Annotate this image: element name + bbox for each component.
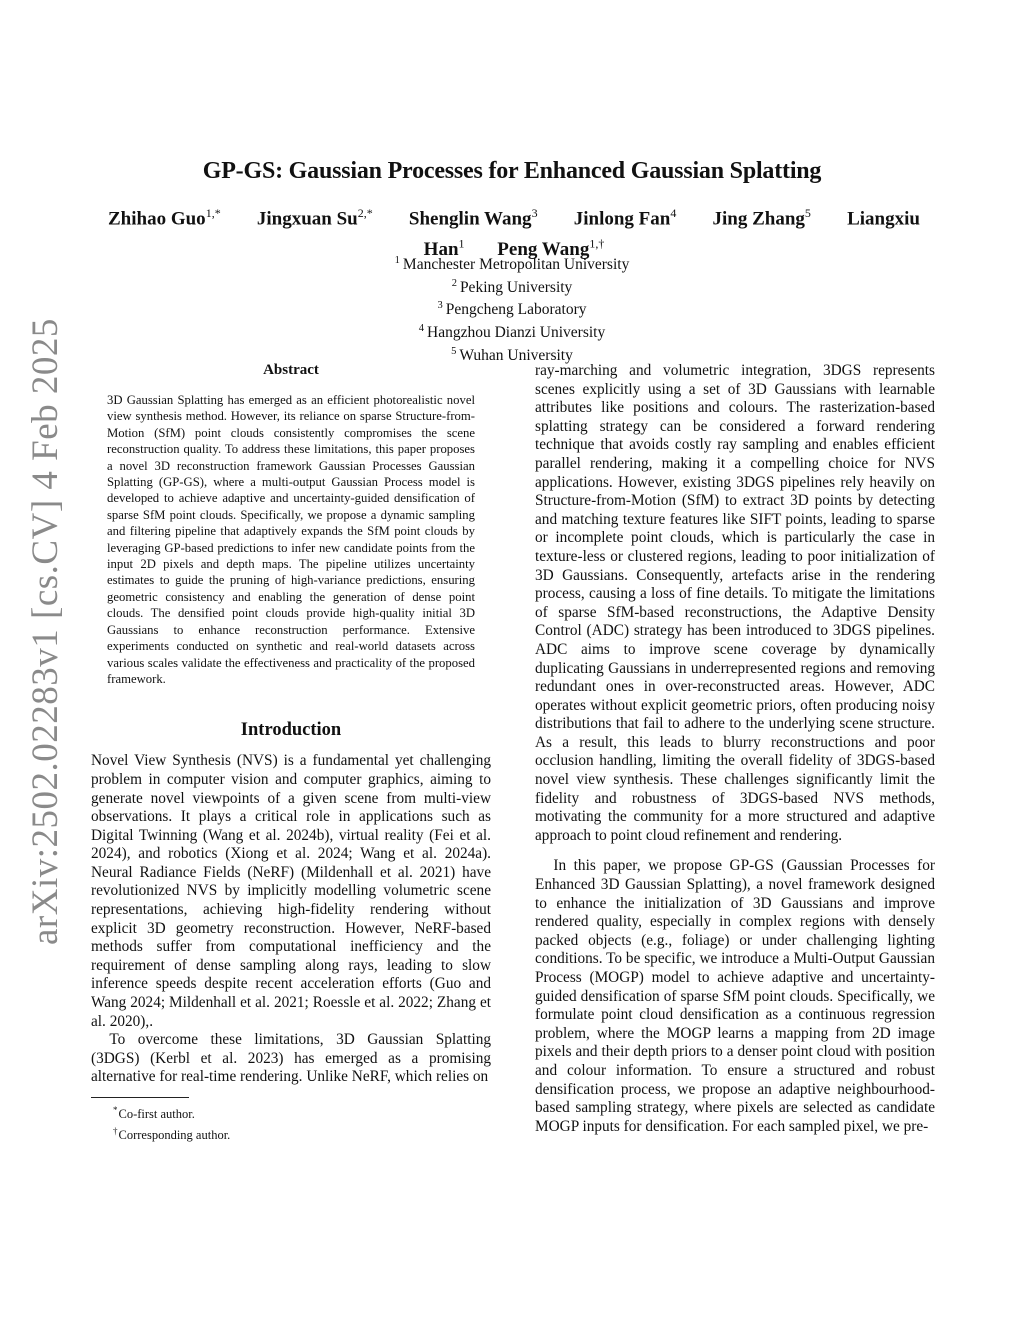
intro-paragraph-1: Novel View Synthesis (NVS) is a fundamental yet challenging problem in computer vision and computer graphics, aiming to generate novel viewpoints of a given scene from multi-view observations. It plays a critical role in applications such as Digital Twinning (Wang et al. 2024b), virtual reality (Fei et al. 2024), and robotics (Xiong et al. 2024; Wang et al. 2024a). Neural Radiance Fields (NeRF) (Mildenhall et al. 2021) have revolutionized NVS by implicitly modelling volumetric scene representations, achieving high-fidelity rendering without explicit 3D geometry reconstruction. However, NeRF-based methods suffer from computational inefficiency and the requirement of dense sampling along rays, leading to slow inference speeds despite recent acceleration efforts (Guo and Wang 2024; Mildenhall et al. 2021; Roessle et al. 2022; Zhang et al. 2020),. bbox=[91, 752, 491, 1030]
author: Jingxuan $Su^{2,*}$ bbox=[256, 206, 373, 230]
introduction-heading: Introduction bbox=[240, 720, 342, 741]
intro-paragraph-3: In this paper, we propose GP-GS (Gaussian Processes for Enhanced 3D Gaussian Splatting), a novel framework designed to enhance the initialization of 3D Gaussians and improve rendered quality, especially in complex regions with densely packed objects (e.g., foliage) or under challenging lighting conditions. To be specific, we introduce a Multi-Output Gaussian Process (MOGP) model to achieve adaptive and uncertainty-guided densification of sparse SfM point clouds. Specifically, we formulate point cloud densification as a continuous regression problem, where the MOGP learns a mapping from 2D image pixels and their depth priors to a denser point cloud with position and colour information. To ensure a structured and robust densification process, we propose an adaptive neighbourhood-based sampling strategy, where pixels are selected as candidate MOGP inputs for densification. For each sampled pixel, we pre- bbox=[535, 857, 935, 1135]
author: Jing Zhang$^5$ bbox=[712, 206, 811, 230]
affiliation: $^3$ Pengcheng Laboratory bbox=[437, 300, 587, 319]
author: Shenglin Wang$^3$ bbox=[408, 206, 538, 230]
footnote: *Co-first author. bbox=[113, 1105, 195, 1122]
affiliation: $^1$ Manchester Metropolitan University bbox=[394, 255, 630, 274]
author: Peng Wang$^{1,\dagger}$ bbox=[497, 236, 605, 260]
intro-paragraph-2-continued: ray-marching and volumetric integration, 3DGS represents scenes explicitly using a set of 3D Gaussians with learnable attributes like positions and colours. The rasterization-based splatting strategy can be considered a forward rendering technique that avoids costly ray sampling and enables efficient parallel rendering, making it a compelling choice for NVS applications. However, existing 3DGS pipelines rely heavily on Structure-from-Motion (SfM) to extract 3D points by detecting and matching texture features like SIFT points, leading to sparse or incomplete point clouds, which is particularly the case in texture-less or clustered regions, leading to poor initialization of 3D Gaussians. Consequently, artefacts arise in the rendering process, causing a loss of fine details. To mitigate the limitations of sparse SfM-based reconstructions, the Adaptive Density Control (ADC) strategy has been introduced to 3DGS pipelines. ADC aims to improve scene coverage by dynamically duplicating Gaussians in underrepresented regions and removing redundant ones in over-reconstructed areas. However, ADC operates without explicit geometric priors, often producing noisy distributions that fail to adhere to the underlying scene structure. As a result, this leads to blurry reconstructions and poor occlusion handling, limiting the overall fidelity of 3DGS-based novel view synthesis. These challenges significantly limit the fidelity and robustness of 3DGS-based NVS methods, motivating the community for a more structured and adaptive approach to point cloud refinement and rendering. bbox=[535, 362, 935, 844]
affiliation: $^5$ Wuhan University bbox=[451, 345, 573, 364]
affiliation-list bbox=[0, 252, 1024, 365]
author: Zhihao Guo$^{1,*}$ bbox=[108, 206, 221, 230]
abstract-text: 3D Gaussian Splatting has emerged as an efficient photorealistic novel view synthesis method. However, its reliance on sparse Structure-from-Motion (SfM) point clouds consistently compromises the scene reconstruction quality. To address these limitations, this paper proposes a novel 3D reconstruction framework Gaussian Processes Gaussian Splatting (GP-GS), where a multi-output Gaussian Process model is developed to achieve adaptive and uncertainty-guided densification of sparse SfM point clouds. Specifically, we propose a dynamic sampling and filtering pipeline that adaptively expands the SfM point clouds by leveraging GP-based predictions to infer new candidate points from the input 2D pixels and depth maps. The pipeline utilizes uncertainty estimates to guide the pruning of high-variance predictions, ensuring geometric consistency and enabling the generation of dense point clouds. The densified point clouds provide high-quality initial 3D Gaussians to enhance reconstruction performance. Extensive experiments conducted on synthetic and real-world datasets across various scales validate the effectiveness and practicality of the proposed framework. bbox=[107, 393, 475, 686]
paper-title: GP-GS: Gaussian Processes for Enhanced Gaussian Splatting bbox=[202, 158, 822, 184]
author: Liangxiu bbox=[847, 208, 920, 230]
footnote: †Corresponding author. bbox=[113, 1126, 231, 1143]
abstract-heading: Abstract bbox=[263, 362, 319, 378]
author: Jinlong Fan$^4$ bbox=[573, 206, 677, 230]
affiliation: $^2$ Peking University bbox=[451, 277, 573, 296]
footnote-divider bbox=[91, 1097, 189, 1098]
intro-paragraph-2: To overcome these limitations, 3D Gaussian Splatting (3DGS) (Kerbl et al. 2023) has emerged as a promising alternative for real-time rendering. Unlike NeRF, which relies on bbox=[91, 1031, 491, 1086]
left-column bbox=[91, 362, 491, 1144]
author: Han$^1$ bbox=[423, 236, 465, 260]
arxiv-identifier: arXiv:2502.02283v1 [cs.CV] 4 Feb 2025 bbox=[25, 318, 66, 945]
right-column bbox=[535, 362, 935, 1136]
affiliation: $^4$ Hangzhou Dianzi University bbox=[418, 322, 606, 342]
